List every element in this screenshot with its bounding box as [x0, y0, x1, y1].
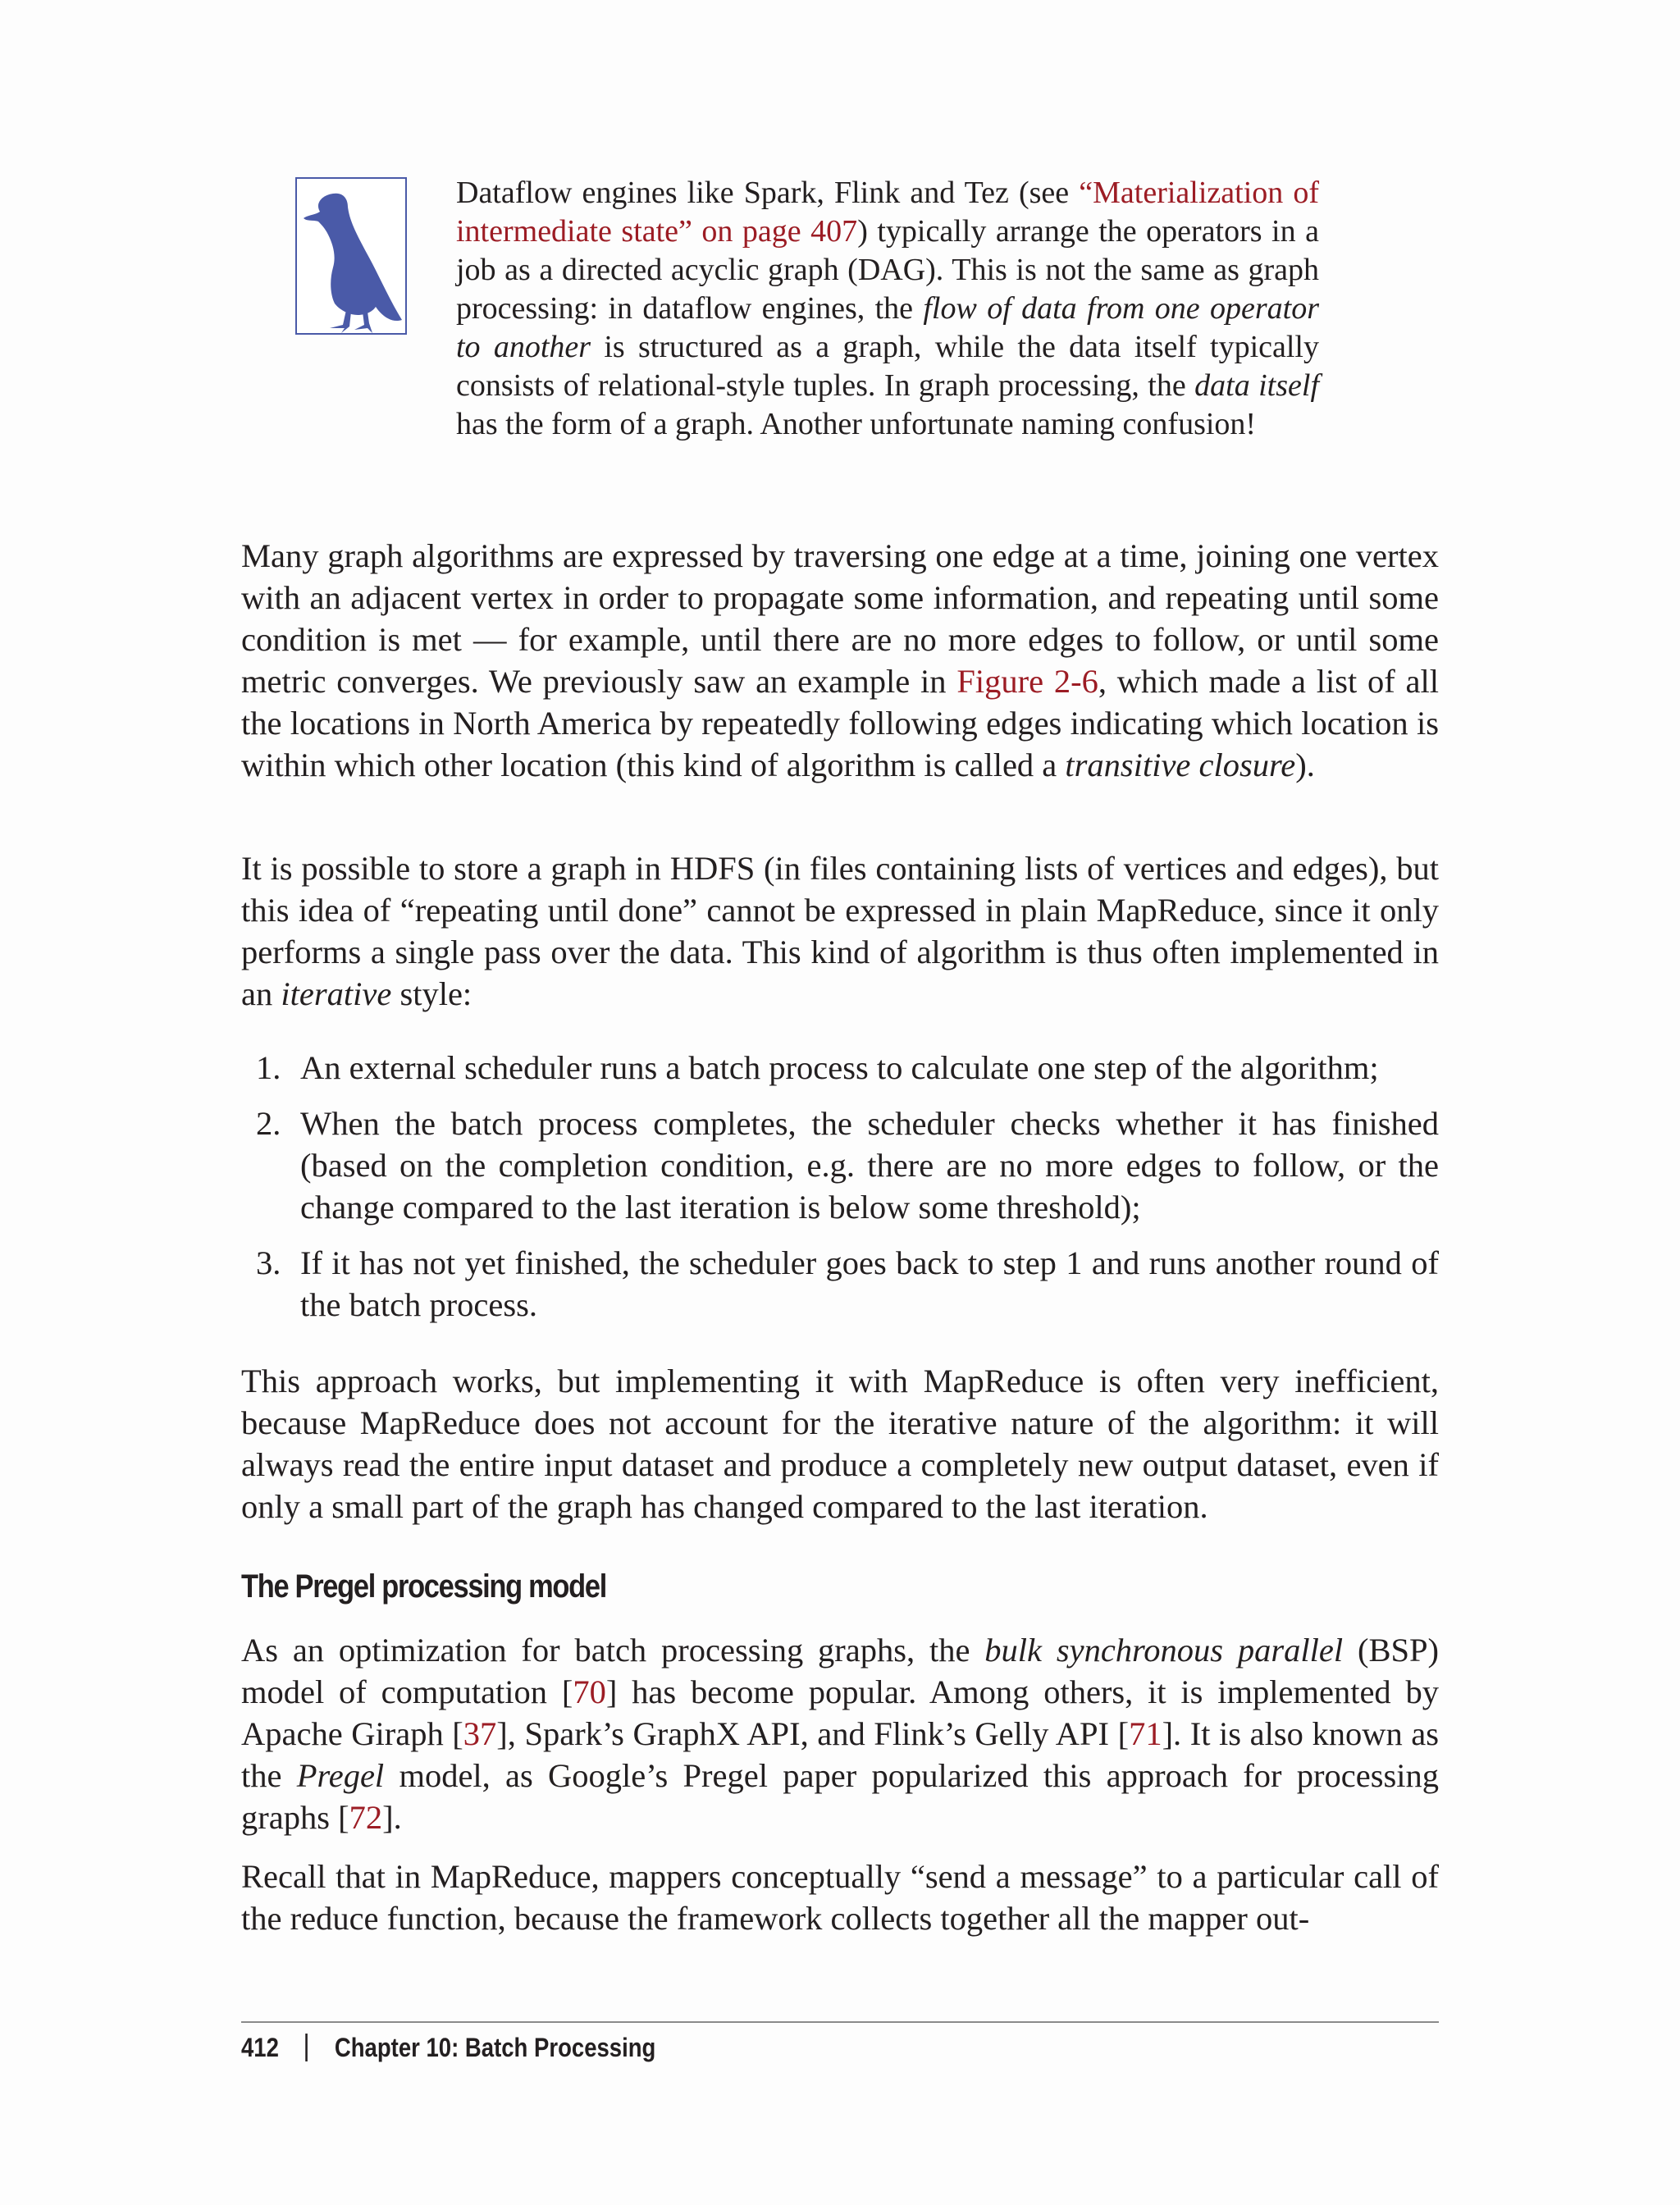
- p4-text-4: ], Spark’s GraphX API, and Flink’s Gelly API [: [496, 1715, 1130, 1752]
- p1-text-2: , which made a list of all the locations in North America by repeatedly following edges indicating which location is within which other location (this kind of algorithm is called a: [241, 663, 1440, 783]
- p1-emphasis: transitive closure: [1065, 746, 1296, 783]
- list-item-text: When the batch process completes, the scheduler checks whether it has finished (based on the completion condition, e.g. there are no more edges to follow, or the change compared to the last iteration is below some threshold);: [300, 1105, 1439, 1226]
- section-heading: The Pregel processing model: [241, 1568, 606, 1605]
- note-text-1: Dataflow engines like Spark, Flink and Tez (see: [456, 176, 1080, 210]
- p4-text-2: (BSP) model of computation [: [241, 1632, 1440, 1710]
- p4-text-7: ].: [382, 1799, 402, 1836]
- list-item: [241, 1242, 1439, 1326]
- p1-text-1: Many graph algorithms are expressed by traversing one edge at a time, joining one vertex with an adjacent vertex in order to propagate some information, and repeating until some condition is met — for example, until there are no more edges to follow, or until some metric converges. We previously saw an example in: [241, 537, 1439, 700]
- ref-link-71[interactable]: 71: [1129, 1715, 1162, 1752]
- p1-text-3: ).: [1295, 746, 1315, 783]
- footer-rule: [241, 2021, 1439, 2023]
- p4-emphasis-1: bulk synchronous parallel: [984, 1632, 1344, 1669]
- p2-text-1: It is possible to store a graph in HDFS (in files containing lists of vertices and edges), but this idea of “repeating until done” cannot be expressed in plain MapReduce, since it only performs a single pass over the data. This kind of algorithm is thus often implemented in an: [241, 850, 1439, 1012]
- list-number: 1.: [256, 1049, 281, 1086]
- list-item-text: An external scheduler runs a batch process to calculate one step of the algorithm;: [300, 1049, 1379, 1086]
- paragraph-3: [241, 1360, 1439, 1527]
- p4-text-1: As an optimization for batch processing graphs, the: [241, 1632, 985, 1669]
- footer-separator: [306, 2034, 308, 2061]
- page-footer: [241, 2033, 655, 2063]
- ref-link-37[interactable]: 37: [463, 1715, 497, 1752]
- list-item: [241, 1102, 1439, 1228]
- note-text-4: has the form of a graph. Another unfortunate naming confusion!: [456, 407, 1257, 441]
- list-number: 3.: [256, 1244, 281, 1281]
- note-link[interactable]: “Materialization of intermediate state” on page 407: [456, 176, 1320, 249]
- list-item-text: If it has not yet finished, the scheduler goes back to step 1 and runs another round of the batch process.: [300, 1244, 1439, 1323]
- ref-link-72[interactable]: 72: [349, 1799, 383, 1836]
- chapter-title: Chapter 10: Batch Processing: [334, 2033, 656, 2062]
- p4-text-3: ] has become popular. Among others, it is implemented by Apache Giraph [: [241, 1673, 1439, 1752]
- crow-icon: [295, 177, 407, 335]
- note-text-2: ) typically arrange the operators in a job as a directed acyclic graph (DAG). This is not the same as graph processing: in dataflow engines, the: [456, 214, 1319, 326]
- p3-text: This approach works, but implementing it with MapReduce is often very inefficient, because MapReduce does not account for the iterative nature of the algorithm: it will always read the entire input dataset and produce a completely new output dataset, even if only a small part of the graph has changed compared to the last iteration.: [241, 1363, 1439, 1525]
- p4-text-6: model, as Google’s Pregel paper popularized this approach for processing graphs [: [241, 1757, 1439, 1836]
- list-item: [241, 1047, 1439, 1089]
- note-text: [456, 174, 1319, 444]
- list-number: 2.: [256, 1105, 281, 1142]
- page-number: 412: [241, 2033, 279, 2062]
- p2-emphasis: iterative: [281, 975, 392, 1012]
- figure-link[interactable]: Figure 2-6: [956, 663, 1098, 700]
- p4-emphasis-2: Pregel: [296, 1757, 385, 1794]
- paragraph-5: [241, 1856, 1439, 1939]
- note-text-3: is structured as a graph, while the data itself typically consists of relational-style tuples. In graph processing, the: [456, 330, 1319, 403]
- p2-text-2: style:: [391, 975, 472, 1012]
- note-emphasis-1: flow of data from one operator to another: [456, 291, 1319, 364]
- paragraph-4: [241, 1629, 1439, 1838]
- p4-text-5: ]. It is also known as the: [241, 1715, 1439, 1794]
- p5-text: Recall that in MapReduce, mappers conceptually “send a message” to a particular call of the reduce function, because the framework collects together all the mapper out-: [241, 1858, 1439, 1937]
- paragraph-2: [241, 847, 1439, 1015]
- paragraph-1: [241, 535, 1439, 786]
- ref-link-70[interactable]: 70: [573, 1673, 606, 1710]
- note-emphasis-2: data itself: [1194, 368, 1319, 403]
